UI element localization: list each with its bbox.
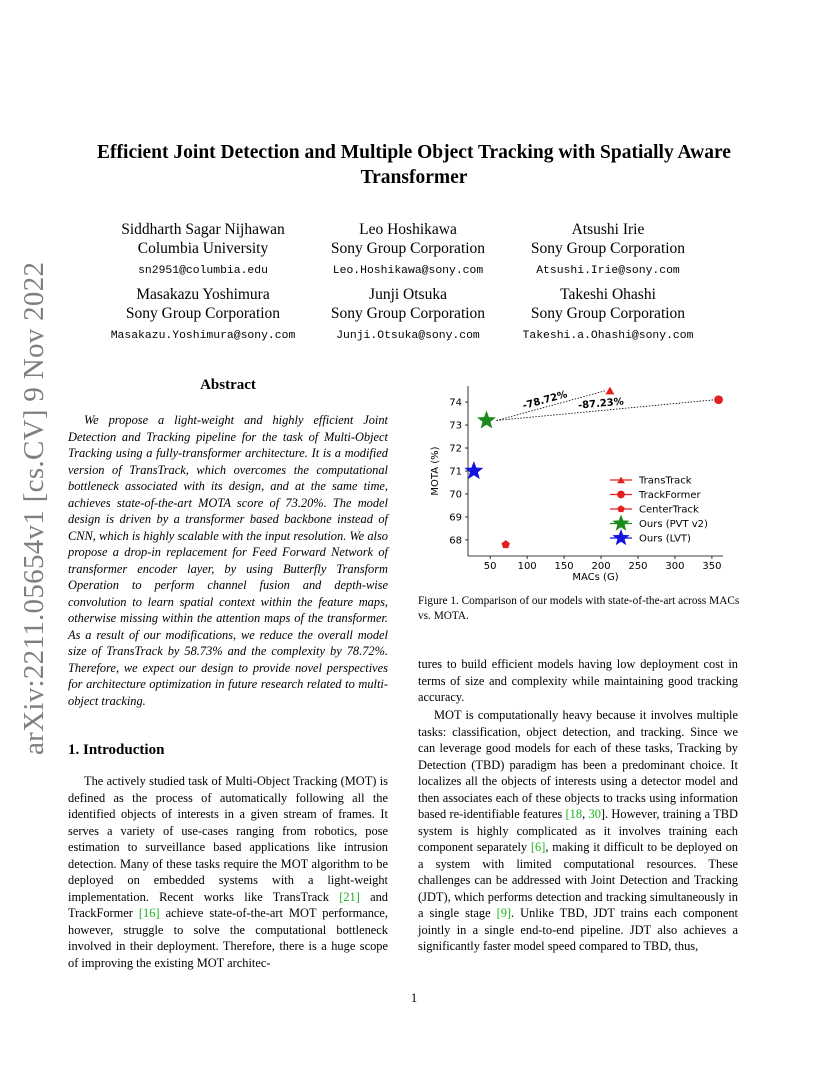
author-block [293,285,523,346]
author-name: Leo Hoshikawa [359,221,457,238]
author-email: sn2951@columbia.edu [138,265,268,277]
text-span: , [582,807,589,821]
citation-link[interactable]: [6] [530,840,546,854]
arxiv-identifier: arXiv:2211.05654v1 [cs.CV] 9 Nov 2022 [18,261,50,755]
author-name: Takeshi Ohashi [560,286,656,303]
right-paragraph-2 [418,707,738,955]
author-block [493,220,723,281]
x-tick-label: 300 [665,561,685,572]
author-email: Atsushi.Irie@sony.com [536,265,680,277]
legend-marker [612,529,629,545]
legend-label: TrackFormer [639,490,701,501]
author-affiliation: Sony Group Corporation [530,240,686,257]
author-affiliation: Sony Group Corporation [530,305,686,322]
y-tick-label: 68 [449,535,462,547]
legend-marker [617,505,624,512]
author-email: Leo.Hoshikawa@sony.com [332,265,484,277]
citation-link[interactable]: [18 [565,807,583,821]
author-block [493,285,723,346]
author-email: Takeshi.a.Ohashi@sony.com [522,330,694,342]
figure-1-chart [418,372,748,587]
legend-label: TransTrack [639,475,692,487]
annotation-label: -78.72% [521,389,569,412]
text-span: MOT is computationally heavy because it involves multiple tasks: classification, object detection, and tracking. Since we can leverage good models for each of these tasks, Tracking by Detection (TBD) paradigm has been a predominant choice. It localizes all the objects of interests using a detector model and then associates each of these objects to tracks using information based re-identifiable features [418,708,738,821]
author-block [88,220,318,281]
y-tick-label: 72 [449,443,462,455]
y-axis-label: MOTA (%) [430,446,441,496]
x-tick-label: 100 [517,561,537,572]
y-tick-label: 74 [449,397,462,409]
citation-link[interactable]: 30 [588,807,601,821]
author-email: Masakazu.Yoshimura@sony.com [110,330,296,342]
author-block [78,285,328,346]
x-tick-label: 150 [554,561,574,572]
text-span: and TrackFormer [68,889,388,920]
author-name: Siddharth Sagar Nijhawan [121,221,285,238]
data-point [605,387,614,395]
author-affiliation: Sony Group Corporation [330,240,486,257]
data-point [714,395,723,404]
x-tick-label: 250 [628,561,648,572]
author-name: Junji Otsuka [369,286,447,303]
data-point [477,411,496,429]
author-name: Atsushi Irie [571,221,645,238]
data-point [464,461,483,479]
text-span: achieve state-of-the-art MOT performance, however, struggle to solve the computational bottleneck involved in their deployment. Therefore, there is a huge scope of improving the existing MOT architec- [68,906,388,970]
author-affiliation: Sony Group Corporation [330,305,486,322]
y-tick-label: 71 [449,466,462,478]
author-affiliation: Sony Group Corporation [125,305,281,322]
legend-label: Ours (PVT v2) [639,519,708,530]
x-tick-label: 50 [483,561,497,572]
x-axis-label: MACs (G) [572,572,619,583]
right-paragraph-1: tures to build efficient models having low deployment cost in terms of size and complexity while maintaining good tracking accuracy. [418,657,738,704]
x-tick-label: 350 [702,561,722,572]
author-affiliation: Columbia University [137,240,269,257]
data-point [502,540,510,548]
author-email: Junji.Otsuka@sony.com [336,330,480,342]
legend-marker [617,491,625,499]
page-number: 1 [410,990,418,1005]
citation-link[interactable]: [16] [138,906,160,920]
figure-caption: Figure 1. Comparison of our models with state-of-the-art across MACs vs. MOTA. [418,595,740,622]
legend-marker [612,515,629,531]
y-tick-label: 70 [449,489,462,501]
intro-paragraph [68,773,388,971]
text-span: . Unlike TBD, JDT trains each component jointly in a single end-to-end pipeline. JDT also achieves a significantly faster model speed compared to TBD, thus, [418,906,738,953]
abstract-heading: Abstract [200,377,256,393]
citation-link[interactable]: [9] [496,906,512,920]
author-name: Masakazu Yoshimura [136,286,270,303]
legend-label: CenterTrack [639,504,699,516]
citation-link[interactable]: [21] [339,889,360,904]
legend-label: Ours (LVT) [639,533,691,545]
author-block [293,220,523,281]
abstract-text: We propose a light-weight and highly efficient Joint Detection and Tracking pipeline for the task of Multi-Object Tracking using a fully-transformer architecture. It is a modified version of TransTrack, which overcomes the computational bottleneck associated with its design, and at the same time, achieves state-of-the-art MOTA score of 73.20%. The model design is driven by a transformer based backbone instead of CNN, which is highly scalable with the input resolution. We also propose a drop-in replacement for Feed Forward Network of transformer encoder layer, by using Butterfly Transform Operation to perform channel fusion and depth-wise convolution to learn spatial context within the feature maps, otherwise missing within the attention maps of the transformer. As a result of our modifications, we reduce the overall model size of TransTrack by 58.73% and the complexity by 78.72%. Therefore, we expect our design to provide novel perspectives for architecture optimization in future research related to multi-object tracking. [68,413,388,708]
y-tick-label: 73 [449,420,462,432]
x-tick-label: 200 [591,561,611,572]
text-span: , making it difficult to be deployed on a system with limited computational resources. These challenges can be addressed with Joint Detection and Tracking (JDT), which performs detection and tracking simultaneously in a single stage [418,840,738,920]
paper-title: Efficient Joint Detection and Multiple Object Tracking with Spatially Aware Transformer [97,142,731,188]
section-heading: 1. Introduction [68,742,165,758]
annotation-label: -87.23% [577,396,625,412]
text-span: The actively studied task of Multi-Object Tracking (MOT) is defined as the process of automatically following all the identified objects of interests in a given stream of frames. It serves a variety of use-cases ranging from robotics, pose estimation to surveillance based applications like intrusion detection. Many of these tasks require the MOT algorithm to be deployed on embedded systems with a light-weight implementation. Recent works like TransTrack [68,774,388,904]
text-span: ]. However, training a TBD system is highly complicated as it involves training each component separately [418,807,738,854]
y-tick-label: 69 [449,512,462,524]
